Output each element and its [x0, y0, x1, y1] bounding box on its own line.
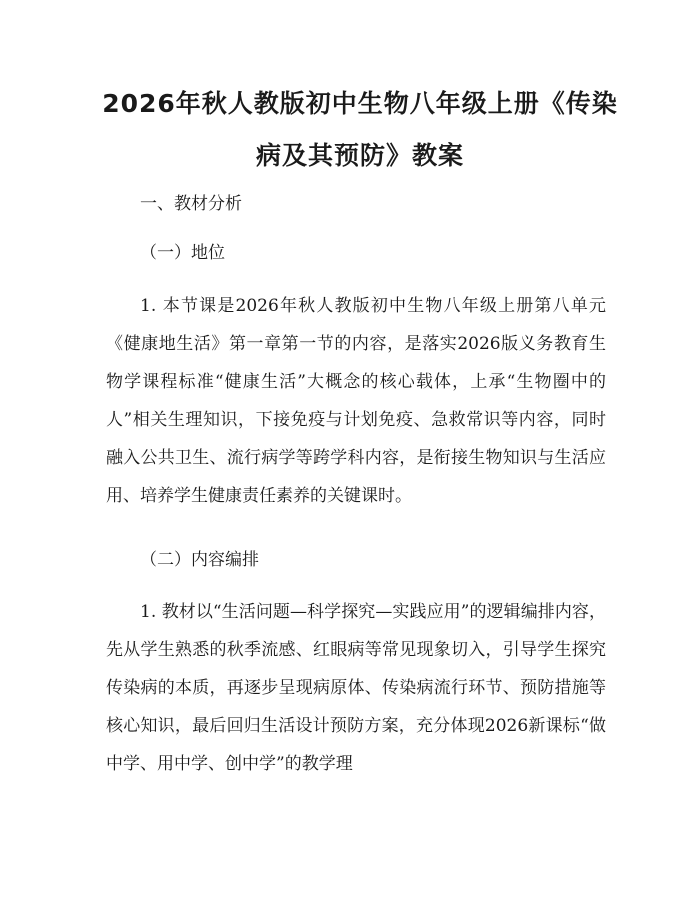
paragraph-content-arrangement: 1. 教材以“生活问题—科学探究—实践应用”的逻辑编排内容，先从学生熟悉的秋季流感、红眼病等常见现象切入，引导学生探究传染病的本质，再逐步呈现病原体、传染病流行环节、预防措施等核心知识，最后回归生活设计预防方案，充分体现2026新课标“做中学、用中学、创中学”的教学理	[106, 602, 606, 774]
document-title: 2026年秋人教版初中生物八年级上册《传染病及其预防》教案	[102, 89, 618, 170]
paragraph-position: 1. 本节课是2026年秋人教版初中生物八年级上册第八单元《健康地生活》第一章第一节的内容，是落实2026版义务教育生物学课程标准“健康生活”大概念的核心载体，上承“生物圈中的人”相关生理知识，下接免疫与计划免疫、急救常识等内容，同时融入公共卫生、流行病学等跨学科内容，是衔接生物知识与生活应用、培养学生健康责任素养的关键课时。	[106, 296, 606, 506]
subsection-heading-position: （一）地位	[140, 243, 225, 263]
section-heading-textbook-analysis: 一、教材分析	[140, 194, 242, 214]
subsection-heading-content-arrangement: （二）内容编排	[140, 550, 259, 570]
